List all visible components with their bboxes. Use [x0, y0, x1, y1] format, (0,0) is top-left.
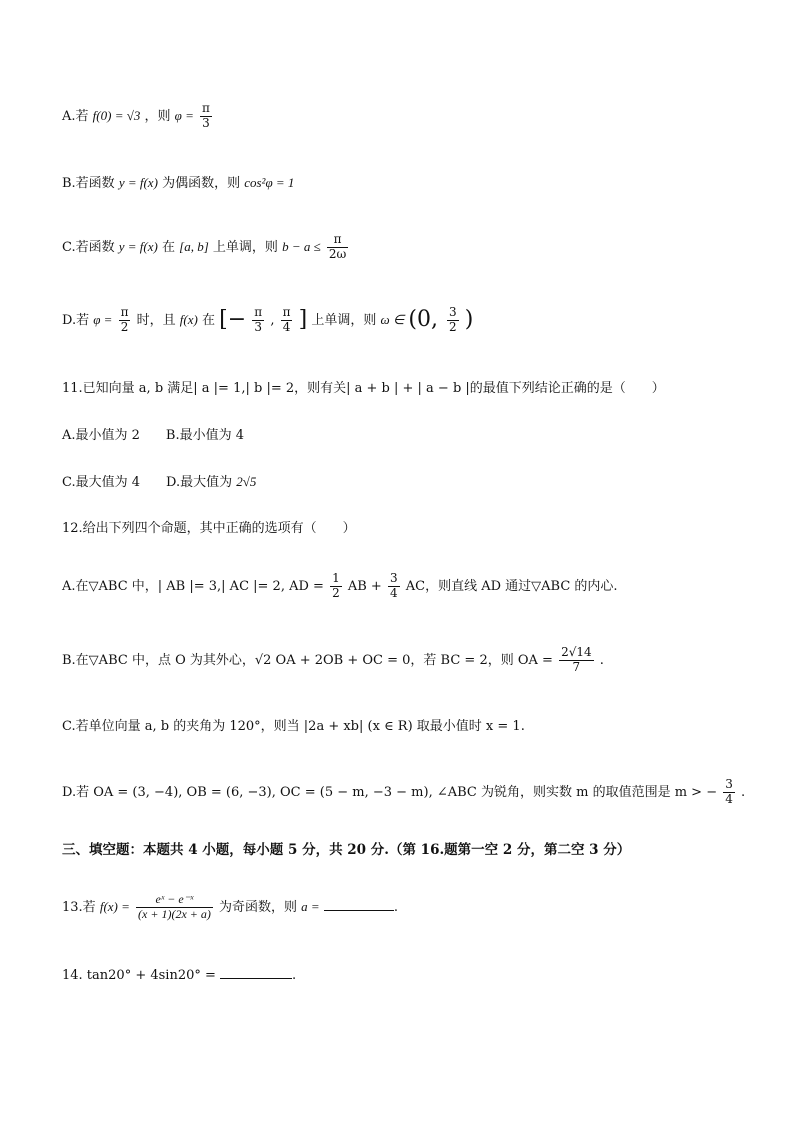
q10d-i-den1: 3 [254, 319, 263, 334]
q12a-num2: 3 [389, 571, 398, 585]
q12a-den1: 2 [332, 585, 340, 600]
q10d-lhs: φ = [93, 311, 113, 327]
q10d-mid1: 时，且 [136, 312, 176, 328]
q12a-den2: 4 [389, 585, 398, 600]
q10c-mid1: 在 [162, 239, 176, 255]
q14-expr: 14. tan20° + 4sin20° = [62, 968, 216, 983]
q10d-interval-sep: , [270, 312, 279, 328]
q12a-mid: AB + [347, 578, 382, 594]
q10a-num: π [202, 101, 210, 115]
q12b-fraction [559, 646, 594, 675]
q10b-label: B.若函数 [62, 176, 115, 191]
q10-option-a [62, 102, 214, 131]
q10a-label: A.若 [62, 108, 89, 124]
q10d-interval-open: [− [219, 307, 247, 333]
q10d-i-num2: π [282, 305, 291, 319]
q10d-range-close: ) [464, 307, 474, 333]
q14 [62, 966, 296, 984]
q10d-expr: f(x) [179, 311, 198, 327]
q10c-label: C.若函数 [62, 239, 115, 255]
q10d-label: D.若 [62, 312, 90, 328]
q10d-fraction [119, 306, 131, 335]
q11-cd-text: C.最大值为 4 D.最大值为 [62, 475, 233, 490]
q10d-den: 2 [120, 319, 129, 334]
q10c-interval: [a, b] [179, 238, 209, 254]
q12d-den: 4 [725, 791, 733, 806]
q13-den: (x + 1)(2x + a) [138, 906, 211, 921]
q10d-interval-close: ] [298, 307, 308, 333]
q10d-interval-frac2 [281, 306, 293, 335]
q12a-pre: A.在▽ABC 中，| AB |= 3,| AC |= 2, AD = [62, 578, 324, 594]
q11-cd-expr: 2√5 [236, 474, 257, 489]
q10d-omega: ω ∈ [380, 311, 405, 327]
q13-fraction [136, 893, 213, 922]
section-3-heading: 三、填空题：本题共 4 小题，每小题 5 分，共 20 分.（第 16.题第一空 2 分，第二空 3 分） [62, 842, 631, 858]
q10a-lhs: φ = [174, 107, 194, 123]
q10d-i-num1: π [254, 305, 263, 319]
q10b-expr: y = f(x) [118, 175, 158, 190]
q10c-expr: y = f(x) [118, 238, 158, 254]
q10a-mid: ，则 [144, 108, 171, 124]
q10d-num: π [120, 305, 129, 319]
q13-pre: 13.若 [62, 899, 96, 915]
q12a-num1: 1 [332, 571, 340, 585]
q12-option-d [62, 778, 745, 807]
q12b-num: 2√14 [561, 645, 592, 659]
q10d-o-den: 2 [449, 319, 457, 334]
q12d-fraction [723, 778, 735, 807]
q10-option-b [62, 175, 294, 192]
q10a-fraction [200, 102, 212, 131]
q10d-i-den2: 4 [282, 319, 291, 334]
q10c-fraction [327, 233, 348, 262]
q12-stem: 12.给出下列四个命题，其中正确的选项有（ ） [62, 521, 356, 536]
q12a-frac2 [388, 572, 400, 601]
q14-answer-blank[interactable] [220, 966, 292, 979]
q13-num: eˣ − e⁻ˣ [136, 893, 213, 908]
q13-post: . [393, 899, 398, 915]
q12-option-c: C.若单位向量 a, b 的夹角为 120°，则当 |2a + xb| (x ∈ R) 取最小值时 x = 1. [62, 719, 525, 734]
q10b-mid: 为偶函数，则 [162, 176, 241, 191]
q12-option-b [62, 646, 604, 675]
q10c-lhs: b − a ≤ [282, 238, 321, 254]
q11-options-cd [62, 474, 256, 491]
q10d-range-open: (0, [408, 307, 445, 333]
q13-mid: 为奇函数，则 [219, 899, 298, 915]
q12a-frac1 [330, 572, 342, 601]
q10d-mid3: 上单调，则 [311, 312, 377, 328]
q11-stem: 11.已知向量 a, b 满足| a |= 1,| b |= 2，则有关| a + b | + | a − b |的最值下列结论正确的是（ ） [62, 381, 665, 396]
q10d-o-num: 3 [449, 305, 457, 319]
q10a-den: 3 [202, 115, 210, 130]
q10d-range-frac [447, 306, 459, 335]
q10c-mid2: 上单调，则 [212, 239, 278, 255]
q13-answer-blank[interactable] [324, 898, 394, 911]
q10c-num: π [327, 233, 348, 248]
q14-post: . [292, 968, 297, 983]
q12b-pre: B.在▽ABC 中，点 O 为其外心，√2 OA + 2OB + OC = 0，若 BC = 2，则 OA = [62, 652, 553, 668]
q12-option-a [62, 572, 618, 601]
q12b-den: 7 [572, 659, 581, 674]
q10d-interval-frac1 [252, 306, 264, 335]
q10a-expr: f(0) = √3 [92, 107, 141, 123]
q10b-rhs: cos²φ = 1 [244, 175, 295, 190]
q10-option-c [62, 233, 350, 262]
q12a-post: AC，则直线 AD 通过▽ABC 的内心. [405, 578, 618, 594]
q11-options-ab: A.最小值为 2 B.最小值为 4 [62, 428, 245, 443]
q12d-pre: D.若 OA = (3, −4), OB = (6, −3), OC = (5 − m, −3 − m), ∠ABC 为锐角，则实数 m 的取值范围是 m > − [62, 784, 718, 800]
q10-option-d [62, 306, 473, 335]
q10c-den: 2ω [328, 246, 347, 261]
q10d-mid2: 在 [201, 312, 215, 328]
q12d-num: 3 [725, 777, 733, 791]
q13-rhs: a = [301, 898, 320, 914]
q12b-post: . [599, 652, 604, 668]
q13-lhs: f(x) = [99, 898, 130, 914]
q12d-post: . [741, 784, 746, 800]
q13 [62, 893, 398, 922]
